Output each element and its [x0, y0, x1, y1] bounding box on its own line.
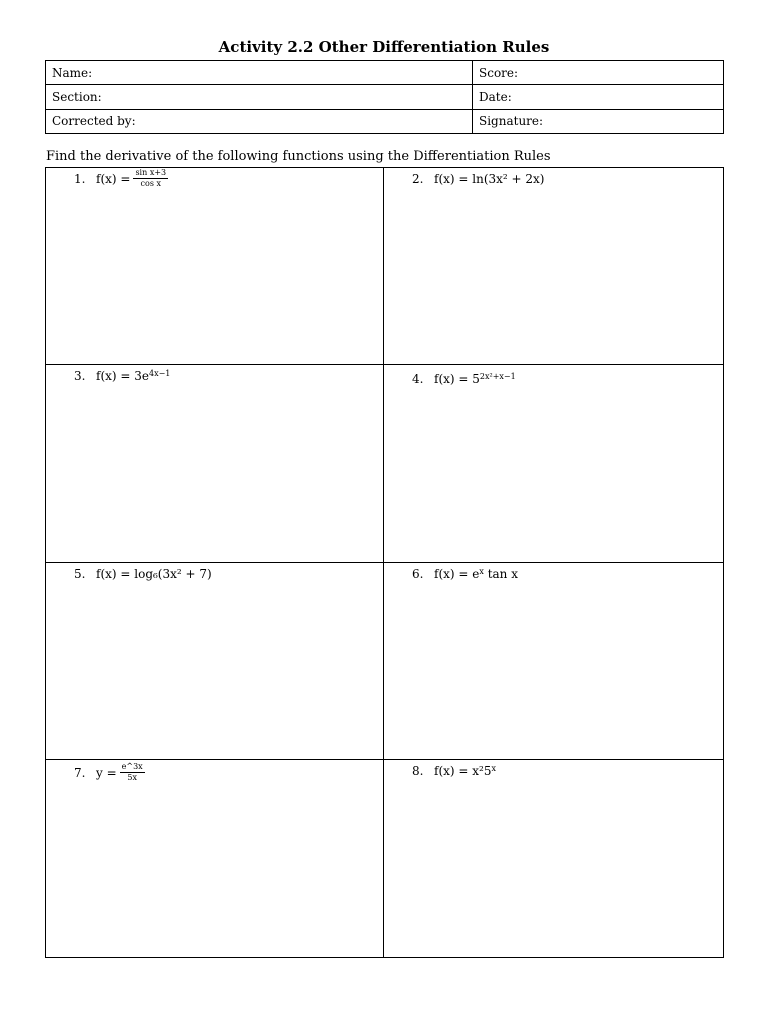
- info-row-name: [46, 61, 724, 85]
- problem-grid: [45, 167, 724, 958]
- instructions: Find the derivative of the following functions using the Differentiation Rules: [46, 149, 551, 164]
- name-field[interactable]: Name:: [46, 61, 473, 85]
- problem-number: 6.: [412, 566, 424, 581]
- fraction: [133, 169, 168, 188]
- page-title: Activity 2.2 Other Differentiation Rules: [218, 38, 550, 56]
- problem-number: 4.: [412, 372, 424, 387]
- problem-number: 7.: [74, 765, 86, 780]
- problem-cell-6[interactable]: [384, 563, 723, 760]
- info-row-section: [46, 85, 724, 109]
- signature-field[interactable]: Signature:: [473, 109, 724, 133]
- problem-lhs: f(x) =: [96, 172, 131, 186]
- fraction-denominator: 5x: [127, 772, 137, 782]
- problem-cell-5[interactable]: [46, 563, 384, 760]
- score-field[interactable]: Score:: [473, 61, 724, 85]
- problem-number: 8.: [412, 763, 424, 778]
- problem-expression: f(x) = log₆(3x² + 7): [96, 566, 212, 581]
- problem-base: f(x) = e: [434, 566, 480, 581]
- problem-cell-2[interactable]: [384, 168, 723, 365]
- fraction: [120, 763, 145, 782]
- problem-exponent: 4x−1: [149, 369, 171, 379]
- fraction-denominator: cos x: [140, 179, 162, 188]
- problem-cell-1[interactable]: [46, 168, 384, 365]
- problem-exponent: x: [491, 763, 496, 773]
- problem-tail: tan x: [483, 566, 518, 581]
- fraction-numerator: sin x+3: [135, 168, 167, 177]
- problem-cell-8[interactable]: [384, 760, 723, 957]
- problem-base: f(x) = 5: [434, 372, 480, 387]
- info-row-corrected: [46, 109, 724, 133]
- problem-lhs: y =: [96, 765, 117, 780]
- problem-exponent: x: [479, 566, 484, 576]
- problem-base: f(x) = x²5: [434, 763, 492, 778]
- problem-number: 5.: [74, 566, 86, 581]
- problem-number: 1.: [74, 172, 86, 186]
- problem-cell-3[interactable]: [46, 365, 384, 562]
- student-info-table: [45, 60, 724, 134]
- problem-base: f(x) = 3e: [96, 369, 149, 384]
- problem-cell-7[interactable]: [46, 760, 384, 957]
- fraction-numerator: e^3x: [121, 761, 143, 771]
- corrected-by-field[interactable]: Corrected by:: [46, 109, 473, 133]
- problem-number: 2.: [412, 172, 424, 186]
- problem-number: 3.: [74, 369, 86, 384]
- date-field[interactable]: Date:: [473, 85, 724, 109]
- problem-expression: f(x) = ln(3x² + 2x): [434, 172, 545, 186]
- problem-exponent: 2x²+x−1: [479, 372, 516, 382]
- section-field[interactable]: Section:: [46, 85, 473, 109]
- problem-cell-4[interactable]: [384, 365, 723, 562]
